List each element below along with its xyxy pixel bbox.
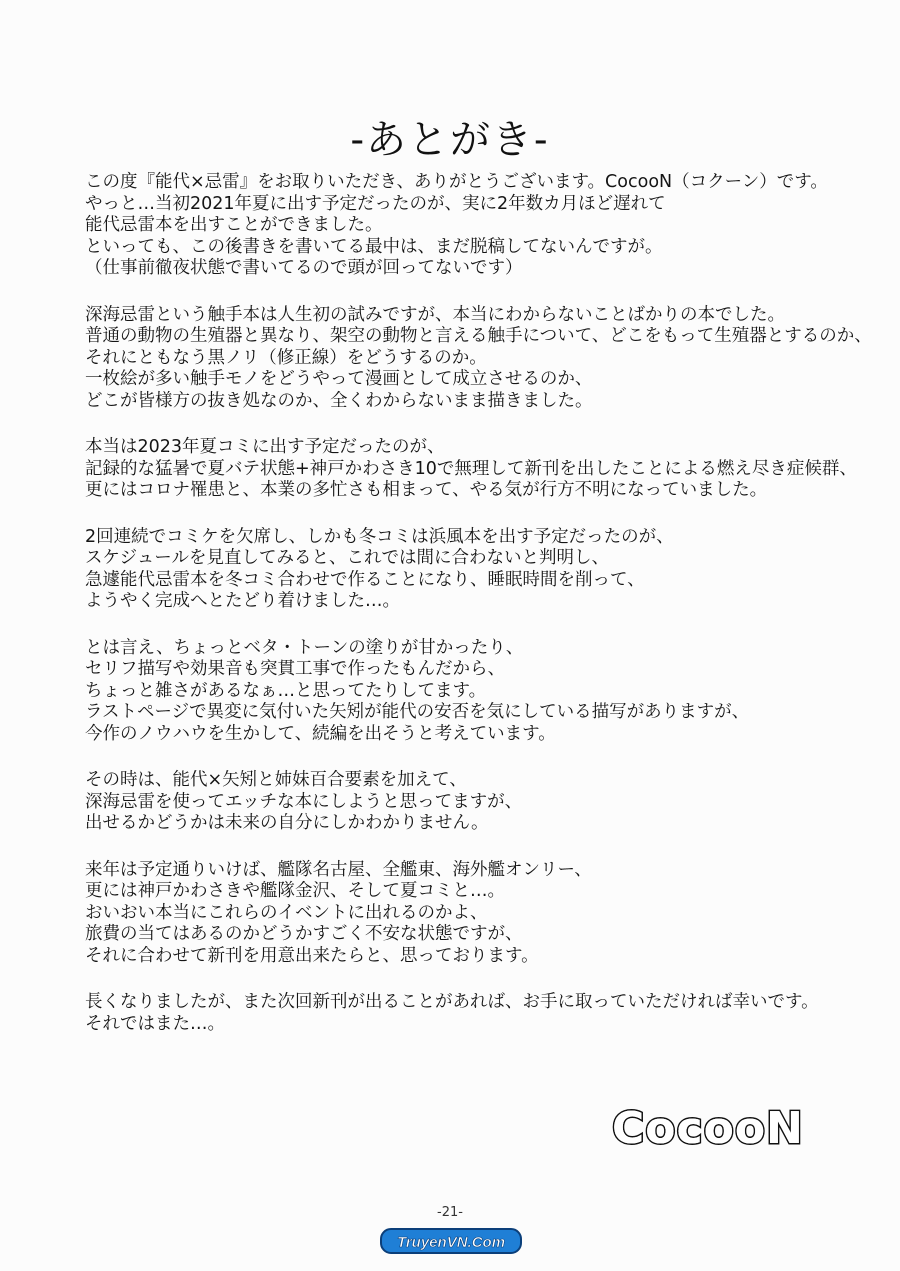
text-line: 旅費の当てはあるのかどうかすごく不安な状態ですが、 xyxy=(85,924,523,944)
text-line: 更には神戸かわさきや艦隊金沢、そして夏コミと…。 xyxy=(85,881,505,901)
paragraph-3 xyxy=(85,437,875,502)
text-line: 記録的な猛暑で夏バテ状態+神戸かわさき10で無理して新刊を出したことによる燃え尽き症候群、 xyxy=(85,458,857,479)
text-line: 深海忌雷という触手本は人生初の試みですが、本当にわからないことばかりの本でした。 xyxy=(85,304,785,325)
text-line: 出せるかどうかは未来の自分にしかわかりません。 xyxy=(85,813,489,833)
text-line: それに合わせて新刊を用意出来たらと、思っております。 xyxy=(85,945,539,966)
text-line: 深海忌雷を使ってエッチな本にしようと思ってますが、 xyxy=(85,791,523,812)
signature-text: CocooN xyxy=(612,1103,804,1154)
author-signature xyxy=(612,1103,804,1154)
text-line: といっても、この後書きを書いてる最中は、まだ脱稿してないんですが。 xyxy=(85,236,663,257)
text-line: 長くなりましたが、また次回新刊が出ることがあれば、お手に取っていただければ幸いです。 xyxy=(85,992,819,1012)
text-line: ようやく完成へとたどり着けました…。 xyxy=(85,591,400,611)
text-line: やっと…当初2021年夏に出す予定だったのが、実に2年数カ月ほど遅れて xyxy=(85,193,666,214)
text-line: この度『能代×忌雷』をお取りいただき、ありがとうございます。CocooN（コクーン）です。 xyxy=(85,172,828,192)
text-line: 2回連続でコミケを欠席し、しかも冬コミは浜風本を出す予定だったのが、 xyxy=(85,526,674,547)
paragraph-5 xyxy=(85,638,875,746)
paragraph-1 xyxy=(85,172,875,280)
text-line: それではまた…。 xyxy=(85,1013,225,1034)
text-line: 能代忌雷本を出すことができました。 xyxy=(85,215,383,235)
watermark-text: TruyenVN.Com xyxy=(396,1234,506,1251)
text-line: （仕事前徹夜状態で書いてるので頭が回ってないです） xyxy=(85,258,523,278)
paragraph-2 xyxy=(85,305,875,413)
text-line: スケジュールを見直してみると、これでは間に合わないと判明し、 xyxy=(85,548,609,568)
text-line: 一枚絵が多い触手モノをどうやって漫画として成立させるのか、 xyxy=(85,369,593,389)
text-line: 更にはコロナ罹患と、本業の多忙さも相まって、やる気が行方不明になっていました。 xyxy=(85,480,768,500)
text-line: 今作のノウハウを生かして、続編を出そうと考えています。 xyxy=(85,723,556,744)
text-line: どこが皆様方の抜き処なのか、全くわからないまま描きました。 xyxy=(85,390,593,411)
text-line: とは言え、ちょっとベタ・トーンの塗りが甘かったり、 xyxy=(85,637,524,658)
page-number: -21- xyxy=(437,1205,463,1220)
text-line: 来年は予定通りいけば、艦隊名古屋、全艦東、海外艦オンリー、 xyxy=(85,859,592,880)
text-line: おいおい本当にこれらのイベントに出れるのかよ、 xyxy=(85,902,488,923)
afterword-body xyxy=(85,172,875,1060)
text-line: 急遽能代忌雷本を冬コミ合わせで作ることになり、睡眠時間を削って、 xyxy=(85,569,645,590)
paragraph-7 xyxy=(85,860,875,968)
text-line: その時は、能代×矢矧と姉妹百合要素を加えて、 xyxy=(85,770,467,790)
text-line: 普通の動物の生殖器と異なり、架空の動物と言える触手について、どこをもって生殖器とするのか、 xyxy=(85,326,872,346)
paragraph-8 xyxy=(85,992,875,1035)
text-line: それにともなう黒ノリ（修正線）をどうするのか。 xyxy=(85,347,487,368)
text-line: ラストページで異変に気付いた矢矧が能代の安否を気にしている描写がありますが、 xyxy=(85,702,750,722)
watermark-logo xyxy=(380,1226,522,1256)
paragraph-4 xyxy=(85,527,875,613)
text-line: 本当は2023年夏コミに出す予定だったのが、 xyxy=(85,437,445,457)
text-line: セリフ描写や効果音も突貫工事で作ったもんだから、 xyxy=(85,659,505,679)
page-title: -あとがき- xyxy=(350,117,550,163)
paragraph-6 xyxy=(85,770,875,835)
text-line: ちょっと雑さがあるなぁ…と思ってたりしてます。 xyxy=(85,680,487,701)
